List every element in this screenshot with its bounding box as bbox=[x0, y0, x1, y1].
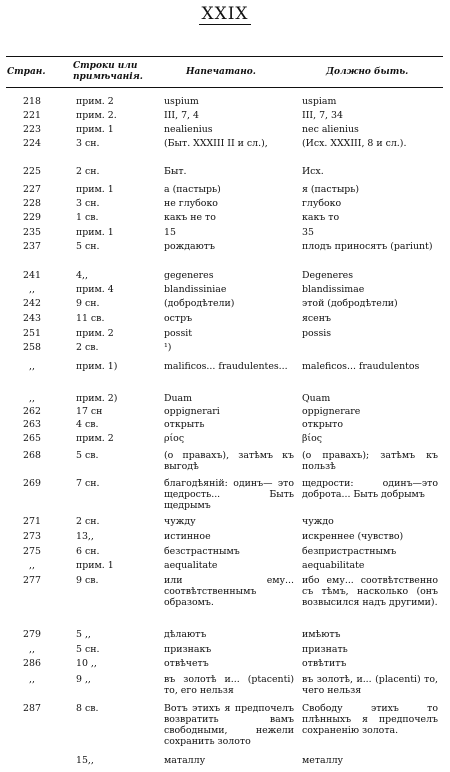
correction-cell: III, 7, 34 bbox=[302, 110, 343, 121]
correction-cell: глубоко bbox=[302, 198, 342, 209]
correction-cell: чуждо bbox=[302, 516, 334, 527]
header-should: Должно быть. bbox=[326, 67, 409, 77]
page-cell: 241 bbox=[23, 270, 41, 281]
header-rule-top bbox=[6, 56, 443, 57]
correction-cell: какъ то bbox=[302, 212, 340, 223]
printed-cell: ¹) bbox=[164, 342, 172, 353]
line-cell: прим. 2 bbox=[76, 433, 114, 444]
line-cell: прим. 1 bbox=[76, 227, 114, 238]
line-cell: 10 ,, bbox=[76, 658, 97, 669]
line-cell: 3 сн. bbox=[76, 138, 100, 149]
printed-cell: рождаютъ bbox=[164, 241, 215, 252]
printed-cell: истинное bbox=[164, 531, 211, 542]
printed-cell: чужду bbox=[164, 516, 196, 527]
page-cell: ,, bbox=[29, 674, 35, 685]
line-cell: прим. 2 bbox=[76, 96, 114, 107]
printed-cell: дѣлаютъ bbox=[164, 629, 207, 640]
correction-cell: βίος bbox=[302, 433, 322, 444]
correction-cell: Quam bbox=[302, 393, 331, 404]
printed-cell: III, 7, 4 bbox=[164, 110, 199, 121]
correction-cell: плодъ приносятъ (pariunt) bbox=[302, 241, 433, 252]
page-cell: ,, bbox=[29, 284, 35, 295]
page-cell: 227 bbox=[23, 184, 41, 195]
printed-cell: Быт. bbox=[164, 166, 187, 177]
correction-cell: uspiam bbox=[302, 96, 337, 107]
page-cell: ,, bbox=[29, 393, 35, 404]
line-cell: 4,, bbox=[76, 270, 88, 281]
correction-cell: (Исх. XXXIII, 8 и сл.). bbox=[302, 138, 407, 149]
line-cell: 4 св. bbox=[76, 419, 99, 430]
line-cell: прим. 2) bbox=[76, 393, 118, 404]
page-cell: 225 bbox=[23, 166, 41, 177]
line-cell: 5 ,, bbox=[76, 629, 91, 640]
printed-cell: признакъ bbox=[164, 644, 212, 655]
page-cell: 271 bbox=[23, 516, 41, 527]
printed-cell: какъ не то bbox=[164, 212, 216, 223]
printed-cell: uspium bbox=[164, 96, 199, 107]
printed-cell: безстрастнымъ bbox=[164, 546, 240, 557]
line-cell: 1 св. bbox=[76, 212, 99, 223]
line-cell: 3 сн. bbox=[76, 198, 100, 209]
correction-cell: aequabilitate bbox=[302, 560, 365, 571]
page-cell: 265 bbox=[23, 433, 41, 444]
correction-cell: имѣютъ bbox=[302, 629, 341, 640]
printed-cell: отвѣчетъ bbox=[164, 658, 209, 669]
correction-cell: открыто bbox=[302, 419, 343, 430]
correction-cell: ясенъ bbox=[302, 313, 331, 324]
page-cell: 237 bbox=[23, 241, 41, 252]
page-cell: 262 bbox=[23, 406, 41, 417]
page-cell: 269 bbox=[23, 478, 41, 489]
page-cell: 286 bbox=[23, 658, 41, 669]
correction-cell: безпристрастнымъ bbox=[302, 546, 397, 557]
printed-cell: Duam bbox=[164, 393, 193, 404]
correction-cell: Свободу этихъ то плѣнныхъ я предпочелъ сохраненію золота. bbox=[302, 703, 438, 736]
printed-cell: (о правахъ), затѣмъ къ выгодѣ bbox=[164, 450, 294, 472]
printed-cell: 15 bbox=[164, 227, 176, 238]
page-cell: 277 bbox=[23, 575, 41, 586]
correction-cell: Исх. bbox=[302, 166, 324, 177]
line-cell: 6 сн. bbox=[76, 546, 100, 557]
correction-cell: Degeneres bbox=[302, 270, 354, 281]
correction-cell: въ золотѣ, и... (placenti) то, чего нельзя bbox=[302, 674, 438, 696]
printed-cell: (Быт. XXXIII II и сл.), bbox=[164, 138, 268, 149]
line-cell: 15,, bbox=[76, 755, 94, 766]
header-line: Строки или примѣчанія. bbox=[73, 61, 143, 82]
line-cell: 2 сн. bbox=[76, 516, 100, 527]
printed-cell: въ золотѣ и... (ptacenti) то, его нельзя bbox=[164, 674, 294, 696]
page-cell: 218 bbox=[23, 96, 41, 107]
page-cell: 258 bbox=[23, 342, 41, 353]
line-cell: 5 сн. bbox=[76, 241, 100, 252]
printed-cell: Вотъ этихъ я предпочелъ возвратить вамъ свободными, нежели сохранить золото bbox=[164, 703, 294, 747]
printed-cell: или ему... соотвѣтственнымъ образомъ. bbox=[164, 575, 294, 608]
page-cell: ,, bbox=[29, 644, 35, 655]
header-printed: Напечатано. bbox=[186, 67, 256, 77]
page-cell: ,, bbox=[29, 361, 35, 372]
printed-cell: а (пастырь) bbox=[164, 184, 221, 195]
line-cell: 11 св. bbox=[76, 313, 105, 324]
correction-cell: nec alienius bbox=[302, 124, 359, 135]
correction-cell: искреннее (чувство) bbox=[302, 531, 404, 542]
correction-cell: отвѣтитъ bbox=[302, 658, 347, 669]
printed-cell: aequalitate bbox=[164, 560, 218, 571]
printed-cell: malificos... fraudulentes... bbox=[164, 361, 288, 372]
printed-cell: possit bbox=[164, 328, 193, 339]
page-cell: 251 bbox=[23, 328, 41, 339]
line-cell: прим. 1) bbox=[76, 361, 118, 372]
line-cell: 9 св. bbox=[76, 575, 99, 586]
page-cell: 273 bbox=[23, 531, 41, 542]
page-cell: 275 bbox=[23, 546, 41, 557]
line-cell: 2 св. bbox=[76, 342, 99, 353]
correction-cell: я (пастырь) bbox=[302, 184, 360, 195]
page-cell: 224 bbox=[23, 138, 41, 149]
header-page: Стран. bbox=[7, 67, 46, 77]
line-cell: 9 сн. bbox=[76, 298, 100, 309]
line-cell: прим. 1 bbox=[76, 560, 114, 571]
correction-cell: металлу bbox=[302, 755, 344, 766]
correction-cell: oppignerare bbox=[302, 406, 361, 417]
page-cell: 287 bbox=[23, 703, 41, 714]
line-cell: прим. 1 bbox=[76, 124, 114, 135]
header-rule-bottom bbox=[6, 87, 443, 88]
line-cell: прим. 4 bbox=[76, 284, 114, 295]
line-cell: 7 сн. bbox=[76, 478, 100, 489]
printed-cell: nealienius bbox=[164, 124, 213, 135]
correction-cell: maleficos... fraudulentos bbox=[302, 361, 420, 372]
printed-cell: (добродѣтели) bbox=[164, 298, 235, 309]
page-cell: ,, bbox=[29, 560, 35, 571]
correction-cell: щедрости: одинъ—это доброта... Быть добрымъ bbox=[302, 478, 438, 500]
printed-cell: не глубоко bbox=[164, 198, 218, 209]
page-cell: 279 bbox=[23, 629, 41, 640]
printed-cell: маталлу bbox=[164, 755, 206, 766]
page-cell: 242 bbox=[23, 298, 41, 309]
correction-cell: ибо ему... соотвѣтственно съ тѣмъ, насколько (онъ возвысился надъ другими). bbox=[302, 575, 438, 608]
page-cell: 235 bbox=[23, 227, 41, 238]
line-cell: 2 сн. bbox=[76, 166, 100, 177]
page-cell: 223 bbox=[23, 124, 41, 135]
line-cell: прим. 2 bbox=[76, 328, 114, 339]
correction-cell: blandissimae bbox=[302, 284, 365, 295]
correction-cell: (о правахъ); затѣмъ къ пользѣ bbox=[302, 450, 438, 472]
page-cell: 221 bbox=[23, 110, 41, 121]
printed-cell: gegeneres bbox=[164, 270, 214, 281]
page-cell: 229 bbox=[23, 212, 41, 223]
correction-cell: этой (добродѣтели) bbox=[302, 298, 398, 309]
line-cell: 9 ,, bbox=[76, 674, 91, 685]
printed-cell: blandissiniae bbox=[164, 284, 227, 295]
line-cell: прим. 1 bbox=[76, 184, 114, 195]
printed-cell: ρίος bbox=[164, 433, 185, 444]
line-cell: прим. 2. bbox=[76, 110, 117, 121]
correction-cell: 35 bbox=[302, 227, 314, 238]
page-cell: 243 bbox=[23, 313, 41, 324]
page-number: XXIX bbox=[201, 4, 249, 24]
printed-cell: oppignerari bbox=[164, 406, 220, 417]
correction-cell: признать bbox=[302, 644, 348, 655]
page-cell: 228 bbox=[23, 198, 41, 209]
line-cell: 5 сн. bbox=[76, 644, 100, 655]
line-cell: 5 св. bbox=[76, 450, 99, 461]
page-cell: 268 bbox=[23, 450, 41, 461]
printed-cell: благодѣяній: одинъ— это щедрость... Быть щедрымъ bbox=[164, 478, 294, 511]
printed-cell: открыть bbox=[164, 419, 205, 430]
line-cell: 13,, bbox=[76, 531, 94, 542]
correction-cell: possis bbox=[302, 328, 332, 339]
printed-cell: остръ bbox=[164, 313, 193, 324]
page-cell: 263 bbox=[23, 419, 41, 430]
line-cell: 8 св. bbox=[76, 703, 99, 714]
line-cell: 17 сн bbox=[76, 406, 103, 417]
